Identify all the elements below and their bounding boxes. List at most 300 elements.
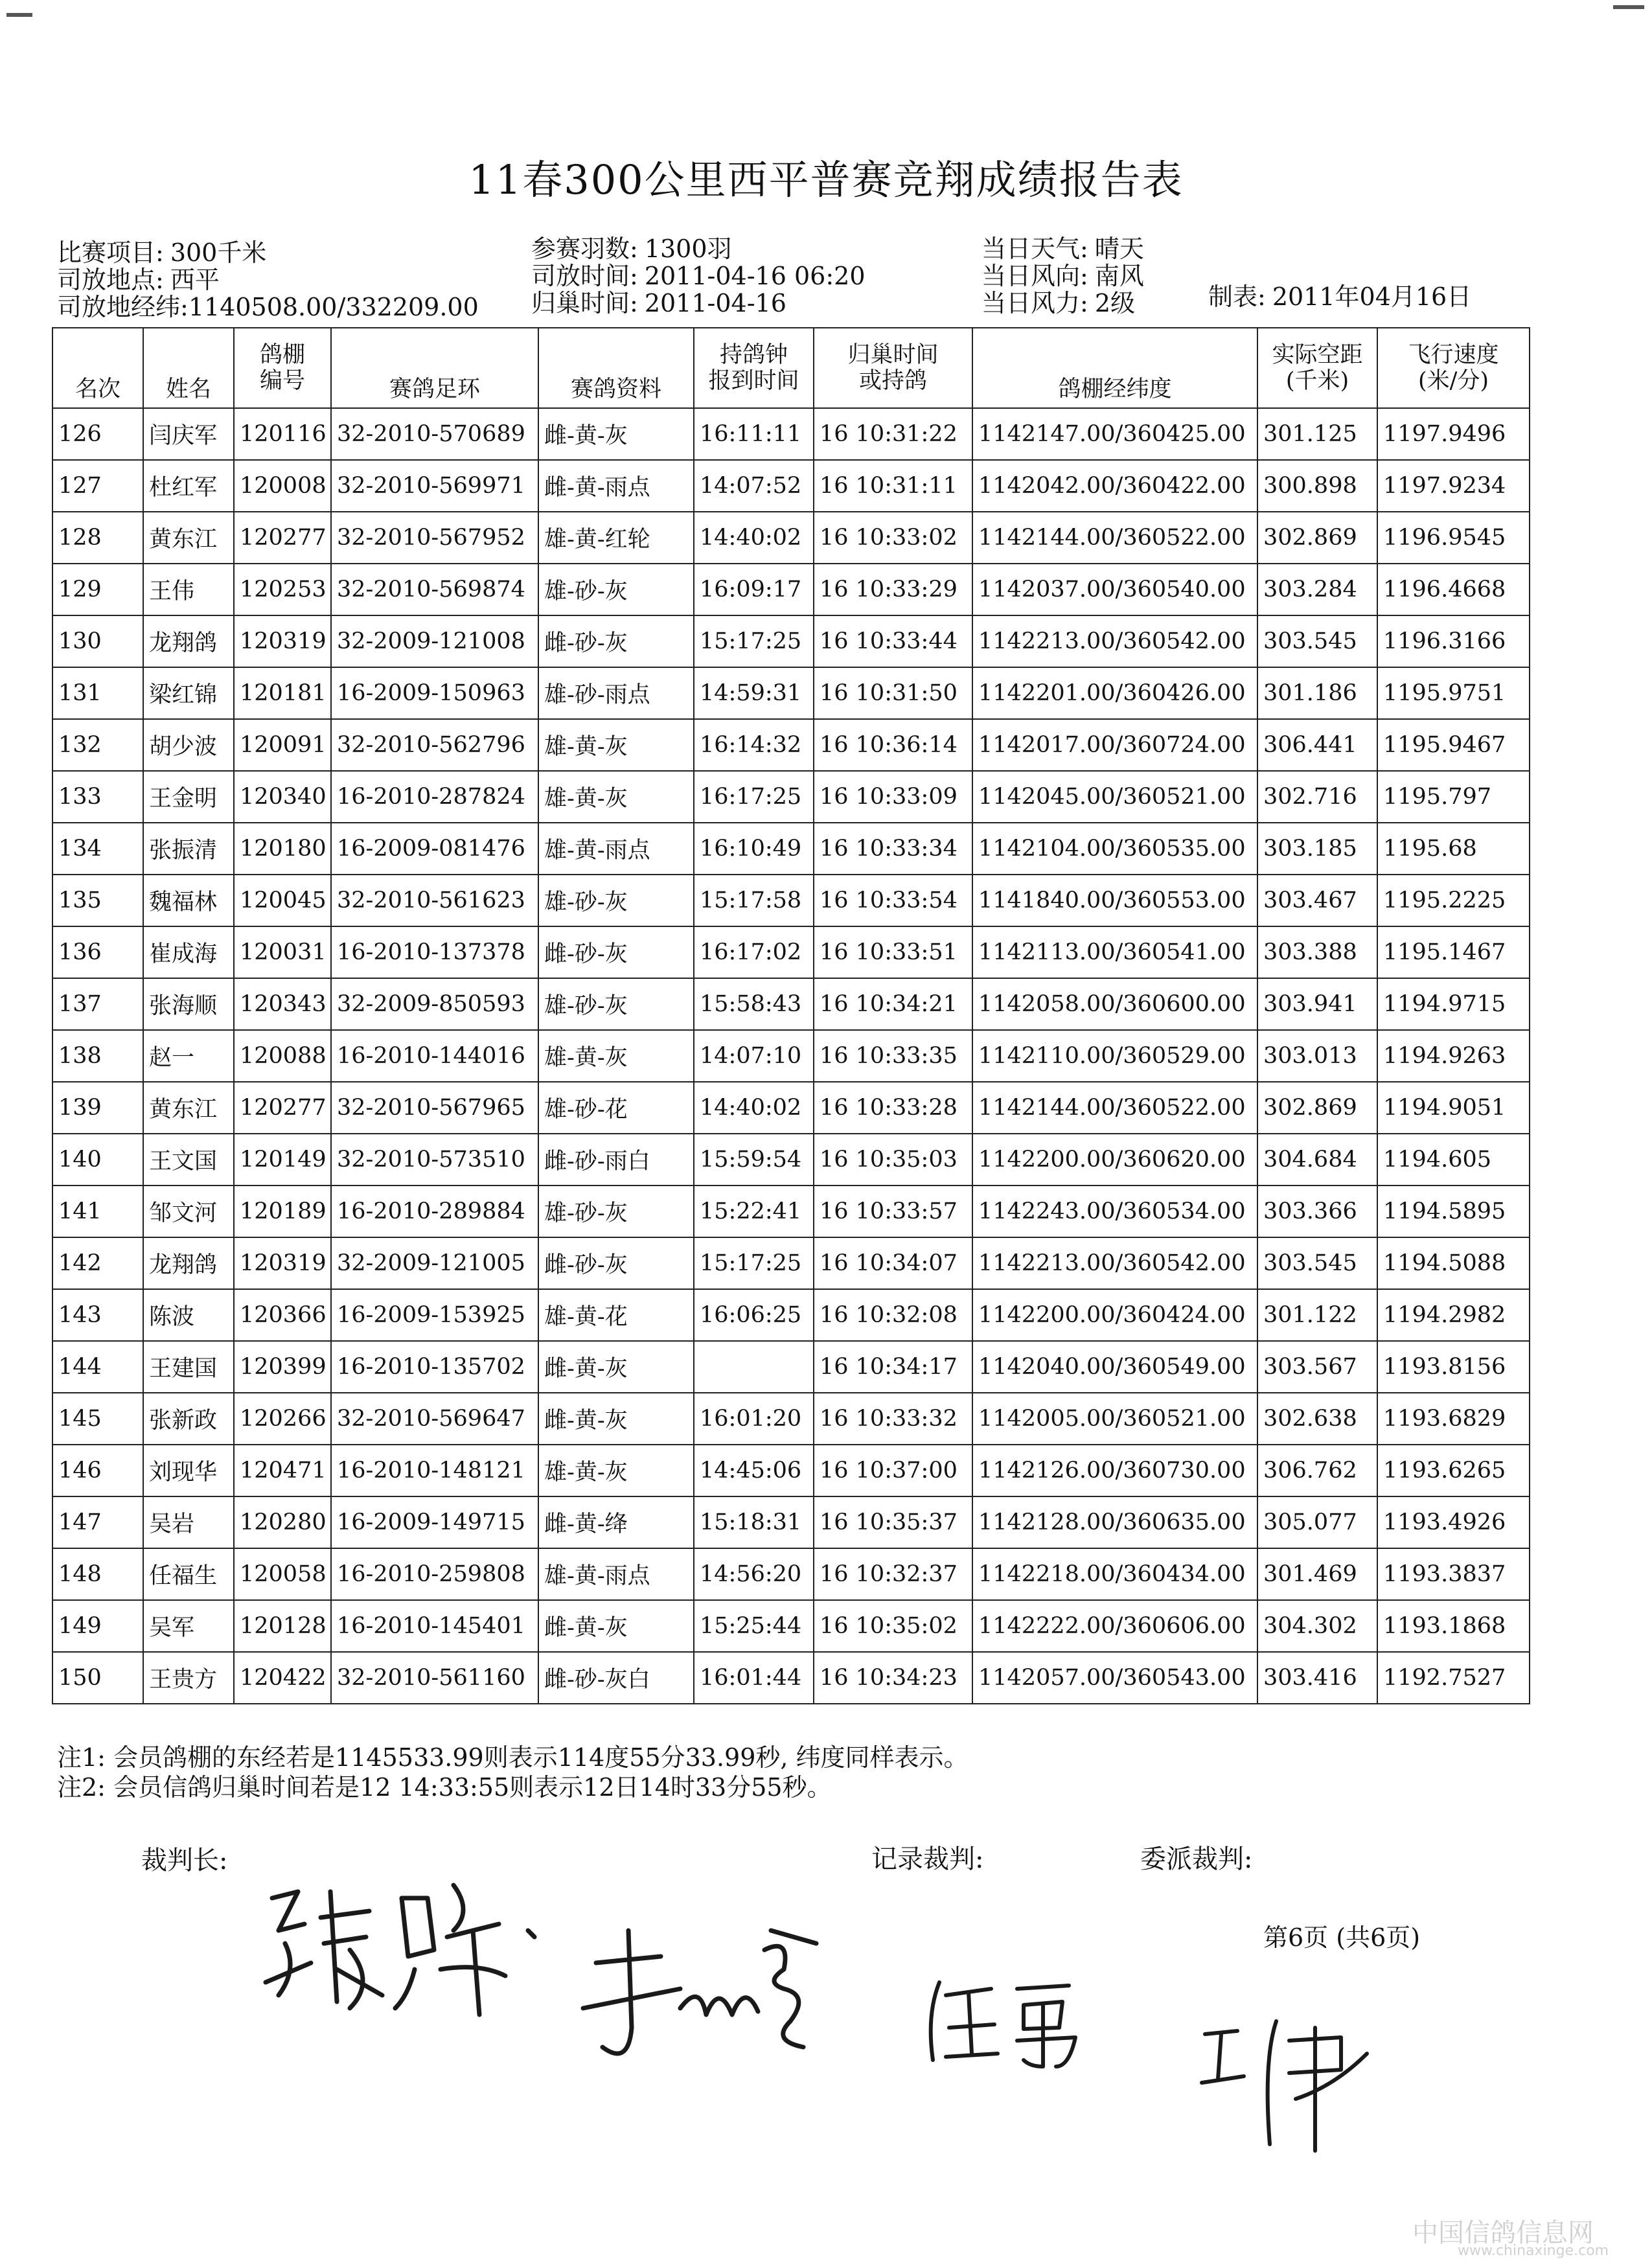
coords-cell: 1142243.00/360534.00 xyxy=(972,1186,1257,1237)
clock-cell: 14:40:02 xyxy=(694,1082,814,1134)
loft-cell: 120319 xyxy=(234,1237,331,1289)
clock-cell: 16:09:17 xyxy=(694,564,814,615)
info-cell: 雄-黄-灰 xyxy=(538,1445,694,1496)
return-cell: 16 10:35:03 xyxy=(814,1134,972,1186)
info-release-time: 司放时间: 2011-04-16 06:20 xyxy=(531,262,866,290)
loft-cell: 120008 xyxy=(234,460,331,512)
name-cell: 胡少波 xyxy=(143,719,234,771)
name-cell: 梁红锦 xyxy=(143,667,234,719)
distance-cell: 304.302 xyxy=(1257,1600,1377,1652)
col-distance: 实际空距 (千米) xyxy=(1257,328,1377,408)
distance-cell: 301.125 xyxy=(1257,408,1377,460)
table-header-row xyxy=(52,328,1530,408)
rank-cell: 136 xyxy=(52,926,143,978)
note-1: 注1: 会员鸽棚的东经若是1145533.99则表示114度55分33.99秒, 纬度同样表示。 xyxy=(57,1743,969,1772)
clock-cell: 14:45:06 xyxy=(694,1445,814,1496)
rank-cell: 147 xyxy=(52,1496,143,1548)
rank-cell: 143 xyxy=(52,1289,143,1341)
table-row xyxy=(52,719,1530,771)
info-cell: 雌-黄-雨点 xyxy=(538,460,694,512)
clock-cell: 14:07:10 xyxy=(694,1030,814,1082)
clock-cell: 15:58:43 xyxy=(694,978,814,1030)
signature-delegate-drawing xyxy=(920,1969,1088,2073)
info-count: 参赛羽数: 1300羽 xyxy=(531,235,732,263)
coords-cell: 1142104.00/360535.00 xyxy=(972,823,1257,875)
loft-cell: 120277 xyxy=(234,1082,331,1134)
name-cell: 张振清 xyxy=(143,823,234,875)
info-coords: 司放地经纬:1140508.00/332209.00 xyxy=(57,293,479,321)
table-row xyxy=(52,1237,1530,1289)
distance-cell: 304.684 xyxy=(1257,1134,1377,1186)
loft-cell: 120277 xyxy=(234,512,331,564)
rank-cell: 128 xyxy=(52,512,143,564)
scan-mark-top-left xyxy=(6,13,32,17)
signature-other-drawing xyxy=(1192,2008,1386,2157)
ring-cell: 16-2009-150963 xyxy=(331,667,538,719)
name-cell: 王伟 xyxy=(143,564,234,615)
col-name: 姓名 xyxy=(143,328,234,408)
coords-cell: 1141840.00/360553.00 xyxy=(972,875,1257,926)
loft-cell: 120399 xyxy=(234,1341,331,1393)
ring-cell: 16-2009-149715 xyxy=(331,1496,538,1548)
ring-cell: 16-2010-135702 xyxy=(331,1341,538,1393)
rank-cell: 146 xyxy=(52,1445,143,1496)
table-row xyxy=(52,978,1530,1030)
coords-cell: 1142113.00/360541.00 xyxy=(972,926,1257,978)
name-cell: 张新政 xyxy=(143,1393,234,1445)
name-cell: 龙翔鸽 xyxy=(143,1237,234,1289)
name-cell: 吴军 xyxy=(143,1600,234,1652)
speed-cell: 1194.5088 xyxy=(1377,1237,1530,1289)
coords-cell: 1142110.00/360529.00 xyxy=(972,1030,1257,1082)
watermark-url: www.chinaxinge.com xyxy=(1458,2243,1609,2259)
speed-cell: 1195.1467 xyxy=(1377,926,1530,978)
distance-cell: 303.545 xyxy=(1257,615,1377,667)
coords-cell: 1142057.00/360543.00 xyxy=(972,1652,1257,1704)
loft-cell: 120058 xyxy=(234,1548,331,1600)
table-row xyxy=(52,1393,1530,1445)
loft-cell: 120266 xyxy=(234,1393,331,1445)
rank-cell: 132 xyxy=(52,719,143,771)
info-cell: 雄-砂-灰 xyxy=(538,875,694,926)
name-cell: 崔成海 xyxy=(143,926,234,978)
speed-cell: 1196.4668 xyxy=(1377,564,1530,615)
footnotes xyxy=(57,1743,969,1802)
rank-cell: 149 xyxy=(52,1600,143,1652)
col-coords: 鸽棚经纬度 xyxy=(972,328,1257,408)
name-cell: 王文国 xyxy=(143,1134,234,1186)
signature-recorder-drawing xyxy=(570,1911,842,2079)
return-cell: 16 10:32:08 xyxy=(814,1289,972,1341)
coords-cell: 1142045.00/360521.00 xyxy=(972,771,1257,823)
info-cell: 雄-砂-花 xyxy=(538,1082,694,1134)
info-wind-direction: 当日风向: 南风 xyxy=(981,262,1144,290)
rank-cell: 150 xyxy=(52,1652,143,1704)
return-cell: 16 10:31:50 xyxy=(814,667,972,719)
return-cell: 16 10:34:07 xyxy=(814,1237,972,1289)
name-cell: 杜红军 xyxy=(143,460,234,512)
ring-cell: 16-2010-145401 xyxy=(331,1600,538,1652)
rank-cell: 137 xyxy=(52,978,143,1030)
return-cell: 16 10:33:35 xyxy=(814,1030,972,1082)
info-cell: 雄-黄-灰 xyxy=(538,719,694,771)
ring-cell: 16-2010-144016 xyxy=(331,1030,538,1082)
ring-cell: 32-2010-569647 xyxy=(331,1393,538,1445)
coords-cell: 1142005.00/360521.00 xyxy=(972,1393,1257,1445)
clock-cell: 16:10:49 xyxy=(694,823,814,875)
table-row xyxy=(52,823,1530,875)
table-row xyxy=(52,1341,1530,1393)
table-row xyxy=(52,1600,1530,1652)
rank-cell: 127 xyxy=(52,460,143,512)
ring-cell: 16-2009-153925 xyxy=(331,1289,538,1341)
distance-cell: 303.545 xyxy=(1257,1237,1377,1289)
speed-cell: 1194.605 xyxy=(1377,1134,1530,1186)
return-cell: 16 10:33:54 xyxy=(814,875,972,926)
info-cell: 雌-砂-灰白 xyxy=(538,1652,694,1704)
speed-cell: 1192.7527 xyxy=(1377,1652,1530,1704)
name-cell: 龙翔鸽 xyxy=(143,615,234,667)
clock-cell: 15:25:44 xyxy=(694,1600,814,1652)
info-cell: 雄-黄-花 xyxy=(538,1289,694,1341)
page-number: 第6页 (共6页) xyxy=(1263,1923,1421,1952)
ring-cell: 32-2010-569874 xyxy=(331,564,538,615)
rank-cell: 144 xyxy=(52,1341,143,1393)
info-cell: 雄-黄-雨点 xyxy=(538,1548,694,1600)
loft-cell: 120471 xyxy=(234,1445,331,1496)
info-wind-force: 当日风力: 2级 xyxy=(981,289,1135,317)
coords-cell: 1142213.00/360542.00 xyxy=(972,1237,1257,1289)
return-cell: 16 10:35:37 xyxy=(814,1496,972,1548)
coords-cell: 1142144.00/360522.00 xyxy=(972,1082,1257,1134)
clock-cell: 16:14:32 xyxy=(694,719,814,771)
distance-cell: 303.416 xyxy=(1257,1652,1377,1704)
distance-cell: 302.869 xyxy=(1257,512,1377,564)
coords-cell: 1142144.00/360522.00 xyxy=(972,512,1257,564)
clock-cell: 15:17:58 xyxy=(694,875,814,926)
speed-cell: 1195.797 xyxy=(1377,771,1530,823)
return-cell: 16 10:33:09 xyxy=(814,771,972,823)
table-row xyxy=(52,615,1530,667)
name-cell: 刘现华 xyxy=(143,1445,234,1496)
distance-cell: 306.441 xyxy=(1257,719,1377,771)
info-site: 司放地点: 西平 xyxy=(57,266,220,294)
coords-cell: 1142218.00/360434.00 xyxy=(972,1548,1257,1600)
ring-cell: 32-2010-561623 xyxy=(331,875,538,926)
table-row xyxy=(52,1082,1530,1134)
return-cell: 16 10:37:00 xyxy=(814,1445,972,1496)
coords-cell: 1142222.00/360606.00 xyxy=(972,1600,1257,1652)
return-cell: 16 10:34:23 xyxy=(814,1652,972,1704)
distance-cell: 302.638 xyxy=(1257,1393,1377,1445)
clock-cell: 16:17:25 xyxy=(694,771,814,823)
name-cell: 陈波 xyxy=(143,1289,234,1341)
coords-cell: 1142128.00/360635.00 xyxy=(972,1496,1257,1548)
ring-cell: 32-2010-570689 xyxy=(331,408,538,460)
name-cell: 邹文河 xyxy=(143,1186,234,1237)
table-row xyxy=(52,1030,1530,1082)
col-speed: 飞行速度 (米/分) xyxy=(1377,328,1530,408)
rank-cell: 135 xyxy=(52,875,143,926)
speed-cell: 1193.6829 xyxy=(1377,1393,1530,1445)
return-cell: 16 10:33:57 xyxy=(814,1186,972,1237)
distance-cell: 301.186 xyxy=(1257,667,1377,719)
ring-cell: 32-2010-567952 xyxy=(331,512,538,564)
distance-cell: 300.898 xyxy=(1257,460,1377,512)
info-cell: 雄-黄-灰 xyxy=(538,1030,694,1082)
clock-cell xyxy=(694,1341,814,1393)
info-cell: 雄-砂-灰 xyxy=(538,1186,694,1237)
info-cell: 雌-砂-灰 xyxy=(538,926,694,978)
distance-cell: 303.284 xyxy=(1257,564,1377,615)
table-row xyxy=(52,408,1530,460)
loft-cell: 120189 xyxy=(234,1186,331,1237)
info-cell: 雄-砂-雨点 xyxy=(538,667,694,719)
rank-cell: 134 xyxy=(52,823,143,875)
table-row xyxy=(52,667,1530,719)
loft-cell: 120128 xyxy=(234,1600,331,1652)
name-cell: 黄东江 xyxy=(143,512,234,564)
speed-cell: 1196.3166 xyxy=(1377,615,1530,667)
signature-recorder xyxy=(570,1911,842,2082)
ring-cell: 32-2009-121005 xyxy=(331,1237,538,1289)
speed-cell: 1193.3837 xyxy=(1377,1548,1530,1600)
speed-cell: 1194.9715 xyxy=(1377,978,1530,1030)
coords-cell: 1142201.00/360426.00 xyxy=(972,667,1257,719)
rank-cell: 130 xyxy=(52,615,143,667)
name-cell: 任福生 xyxy=(143,1548,234,1600)
name-cell: 赵一 xyxy=(143,1030,234,1082)
speed-cell: 1195.9751 xyxy=(1377,667,1530,719)
loft-cell: 120045 xyxy=(234,875,331,926)
table-row xyxy=(52,1289,1530,1341)
info-cell: 雌-砂-灰 xyxy=(538,1237,694,1289)
clock-cell: 15:59:54 xyxy=(694,1134,814,1186)
loft-cell: 120319 xyxy=(234,615,331,667)
distance-cell: 303.567 xyxy=(1257,1341,1377,1393)
clock-cell: 15:17:25 xyxy=(694,615,814,667)
ring-cell: 16-2010-259808 xyxy=(331,1548,538,1600)
ring-cell: 32-2009-850593 xyxy=(331,978,538,1030)
table-row xyxy=(52,512,1530,564)
info-item: 比赛项目: 300千米 xyxy=(57,238,267,267)
ring-cell: 32-2010-562796 xyxy=(331,719,538,771)
signature-chief xyxy=(259,1872,557,2024)
name-cell: 王贵方 xyxy=(143,1652,234,1704)
loft-cell: 120088 xyxy=(234,1030,331,1082)
return-cell: 16 10:33:51 xyxy=(814,926,972,978)
speed-cell: 1195.68 xyxy=(1377,823,1530,875)
info-weather: 当日天气: 晴天 xyxy=(981,235,1144,263)
clock-cell: 16:11:11 xyxy=(694,408,814,460)
loft-cell: 120116 xyxy=(234,408,331,460)
ring-cell: 16-2009-081476 xyxy=(331,823,538,875)
speed-cell: 1195.2225 xyxy=(1377,875,1530,926)
distance-cell: 301.122 xyxy=(1257,1289,1377,1341)
speed-cell: 1193.4926 xyxy=(1377,1496,1530,1548)
table-row xyxy=(52,1186,1530,1237)
info-cell: 雄-黄-雨点 xyxy=(538,823,694,875)
ring-cell: 16-2010-148121 xyxy=(331,1445,538,1496)
speed-cell: 1197.9496 xyxy=(1377,408,1530,460)
info-made-date: 制表: 2011年04月16日 xyxy=(1208,282,1472,311)
loft-cell: 120149 xyxy=(234,1134,331,1186)
speed-cell: 1194.2982 xyxy=(1377,1289,1530,1341)
rank-cell: 126 xyxy=(52,408,143,460)
return-cell: 16 10:33:32 xyxy=(814,1393,972,1445)
page-title: 11春300公里西平普赛竞翔成绩报告表 xyxy=(468,156,1184,203)
distance-cell: 303.941 xyxy=(1257,978,1377,1030)
coords-cell: 1142213.00/360542.00 xyxy=(972,615,1257,667)
info-cell: 雄-砂-灰 xyxy=(538,564,694,615)
note-2: 注2: 会员信鸽归巢时间若是12 14:33:55则表示12日14时33分55秒。 xyxy=(57,1773,832,1802)
watermark-text: 中国信鸽信息网 xyxy=(1412,2218,1594,2248)
distance-cell: 303.467 xyxy=(1257,875,1377,926)
col-return: 归巢时间 或持鸽 xyxy=(814,328,972,408)
table-body xyxy=(52,408,1530,1704)
ring-cell: 16-2010-287824 xyxy=(331,771,538,823)
table-row xyxy=(52,926,1530,978)
col-info: 赛鸽资料 xyxy=(538,328,694,408)
loft-cell: 120091 xyxy=(234,719,331,771)
return-cell: 16 10:36:14 xyxy=(814,719,972,771)
clock-cell: 15:18:31 xyxy=(694,1496,814,1548)
clock-cell: 14:40:02 xyxy=(694,512,814,564)
ring-cell: 32-2010-561160 xyxy=(331,1652,538,1704)
table-row xyxy=(52,1134,1530,1186)
info-cell: 雌-黄-灰 xyxy=(538,1393,694,1445)
name-cell: 张海顺 xyxy=(143,978,234,1030)
rank-cell: 145 xyxy=(52,1393,143,1445)
return-cell: 16 10:33:34 xyxy=(814,823,972,875)
return-cell: 16 10:33:29 xyxy=(814,564,972,615)
chief-referee-label: 裁判长: xyxy=(141,1846,228,1875)
loft-cell: 120340 xyxy=(234,771,331,823)
coords-cell: 1142126.00/360730.00 xyxy=(972,1445,1257,1496)
info-cell: 雌-黄-绛 xyxy=(538,1496,694,1548)
clock-cell: 14:59:31 xyxy=(694,667,814,719)
ring-cell: 32-2010-569971 xyxy=(331,460,538,512)
rank-cell: 141 xyxy=(52,1186,143,1237)
loft-cell: 120280 xyxy=(234,1496,331,1548)
loft-cell: 120422 xyxy=(234,1652,331,1704)
speed-cell: 1197.9234 xyxy=(1377,460,1530,512)
coords-cell: 1142037.00/360540.00 xyxy=(972,564,1257,615)
coords-cell: 1142042.00/360422.00 xyxy=(972,460,1257,512)
delegate-referee-label: 委派裁判: xyxy=(1140,1844,1253,1874)
clock-cell: 15:22:41 xyxy=(694,1186,814,1237)
coords-cell: 1142200.00/360424.00 xyxy=(972,1289,1257,1341)
distance-cell: 303.013 xyxy=(1257,1030,1377,1082)
name-cell: 吴岩 xyxy=(143,1496,234,1548)
return-cell: 16 10:33:44 xyxy=(814,615,972,667)
distance-cell: 303.366 xyxy=(1257,1186,1377,1237)
distance-cell: 305.077 xyxy=(1257,1496,1377,1548)
rank-cell: 138 xyxy=(52,1030,143,1082)
rank-cell: 139 xyxy=(52,1082,143,1134)
return-cell: 16 10:31:11 xyxy=(814,460,972,512)
speed-cell: 1195.9467 xyxy=(1377,719,1530,771)
distance-cell: 303.185 xyxy=(1257,823,1377,875)
speed-cell: 1194.9263 xyxy=(1377,1030,1530,1082)
signature-delegate xyxy=(920,1969,1088,2076)
ring-cell: 32-2010-567965 xyxy=(331,1082,538,1134)
clock-cell: 16:01:44 xyxy=(694,1652,814,1704)
speed-cell: 1194.9051 xyxy=(1377,1082,1530,1134)
distance-cell: 302.869 xyxy=(1257,1082,1377,1134)
coords-cell: 1142058.00/360600.00 xyxy=(972,978,1257,1030)
return-cell: 16 10:33:02 xyxy=(814,512,972,564)
coords-cell: 1142017.00/360724.00 xyxy=(972,719,1257,771)
distance-cell: 301.469 xyxy=(1257,1548,1377,1600)
clock-cell: 15:17:25 xyxy=(694,1237,814,1289)
results-table xyxy=(52,327,1530,1704)
coords-cell: 1142147.00/360425.00 xyxy=(972,408,1257,460)
table-row xyxy=(52,564,1530,615)
rank-cell: 129 xyxy=(52,564,143,615)
return-cell: 16 10:33:28 xyxy=(814,1082,972,1134)
col-clock: 持鸽钟 报到时间 xyxy=(694,328,814,408)
info-cell: 雌-砂-灰 xyxy=(538,615,694,667)
return-cell: 16 10:34:17 xyxy=(814,1341,972,1393)
speed-cell: 1193.6265 xyxy=(1377,1445,1530,1496)
info-cell: 雄-黄-红轮 xyxy=(538,512,694,564)
scan-mark-top-right xyxy=(1613,5,1644,9)
table-row xyxy=(52,1445,1530,1496)
info-cell: 雌-砂-雨白 xyxy=(538,1134,694,1186)
speed-cell: 1193.1868 xyxy=(1377,1600,1530,1652)
distance-cell: 303.388 xyxy=(1257,926,1377,978)
distance-cell: 306.762 xyxy=(1257,1445,1377,1496)
return-cell: 16 10:31:22 xyxy=(814,408,972,460)
loft-cell: 120031 xyxy=(234,926,331,978)
rank-cell: 131 xyxy=(52,667,143,719)
return-cell: 16 10:34:21 xyxy=(814,978,972,1030)
ring-cell: 16-2010-137378 xyxy=(331,926,538,978)
info-cell: 雄-砂-灰 xyxy=(538,978,694,1030)
distance-cell: 302.716 xyxy=(1257,771,1377,823)
ring-cell: 32-2010-573510 xyxy=(331,1134,538,1186)
ring-cell: 16-2010-289884 xyxy=(331,1186,538,1237)
clock-cell: 16:06:25 xyxy=(694,1289,814,1341)
speed-cell: 1194.5895 xyxy=(1377,1186,1530,1237)
speed-cell: 1193.8156 xyxy=(1377,1341,1530,1393)
loft-cell: 120343 xyxy=(234,978,331,1030)
loft-cell: 120181 xyxy=(234,667,331,719)
col-ring: 赛鸽足环 xyxy=(331,328,538,408)
table-row xyxy=(52,875,1530,926)
table-row xyxy=(52,771,1530,823)
clock-cell: 14:07:52 xyxy=(694,460,814,512)
name-cell: 黄东江 xyxy=(143,1082,234,1134)
col-loft: 鸽棚 编号 xyxy=(234,328,331,408)
table-row xyxy=(52,1548,1530,1600)
loft-cell: 120253 xyxy=(234,564,331,615)
signature-other xyxy=(1192,2008,1386,2160)
ring-cell: 32-2009-121008 xyxy=(331,615,538,667)
rank-cell: 148 xyxy=(52,1548,143,1600)
loft-cell: 120180 xyxy=(234,823,331,875)
rank-cell: 140 xyxy=(52,1134,143,1186)
info-cell: 雌-黄-灰 xyxy=(538,408,694,460)
clock-cell: 14:56:20 xyxy=(694,1548,814,1600)
name-cell: 闫庆军 xyxy=(143,408,234,460)
col-rank: 名次 xyxy=(52,328,143,408)
return-cell: 16 10:32:37 xyxy=(814,1548,972,1600)
info-cell: 雌-黄-灰 xyxy=(538,1341,694,1393)
info-cell: 雌-黄-灰 xyxy=(538,1600,694,1652)
name-cell: 魏福林 xyxy=(143,875,234,926)
